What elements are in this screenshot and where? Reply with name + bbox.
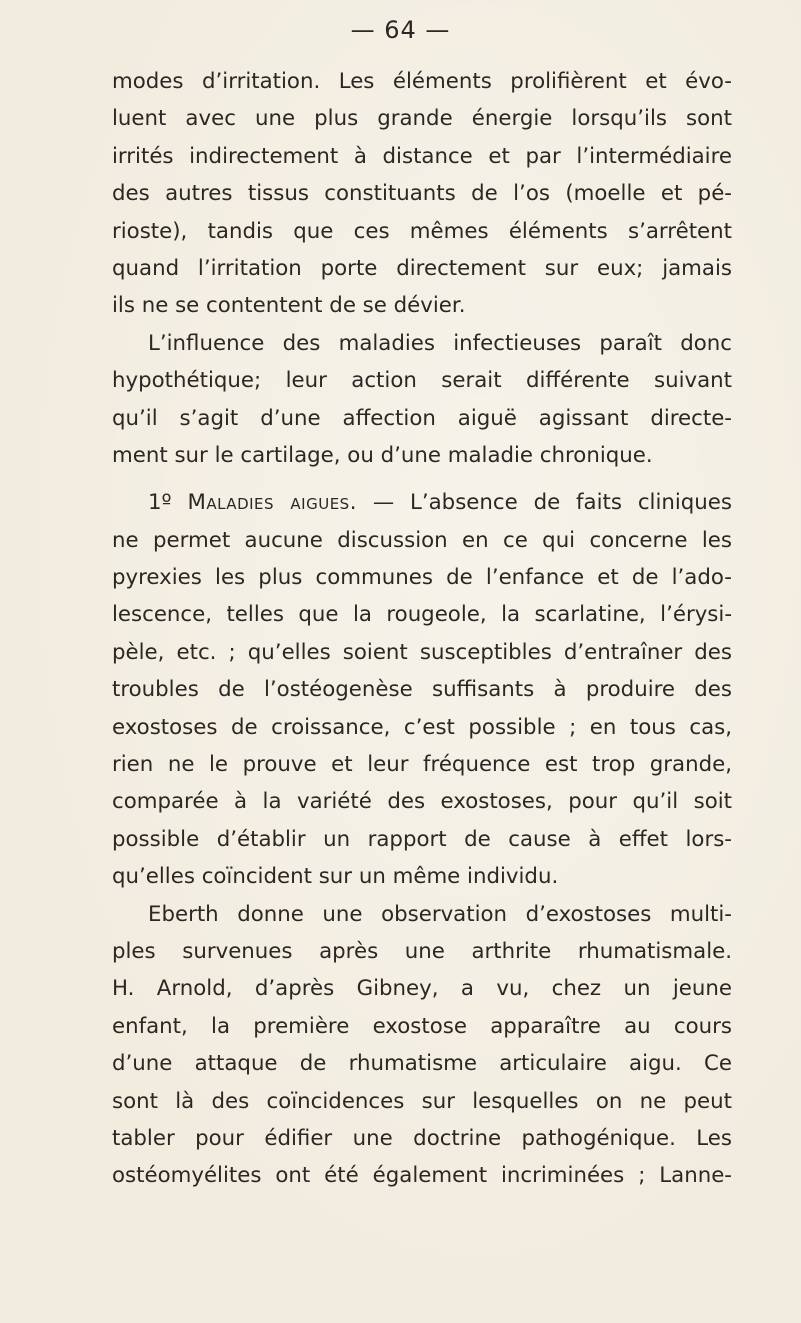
text-line: des autres tissus constituants de l’os (moelle et pé-: [112, 181, 732, 207]
text-line: ils ne se contentent de se dévier.: [112, 293, 466, 319]
paragraph-3: [112, 484, 732, 895]
text-line: pèle, etc. ; qu’elles soient susceptibles d’entraîner des: [112, 639, 732, 665]
paragraph-4: [112, 896, 732, 1195]
text-line: ples survenues après une arthrite rhumatismale.: [112, 938, 732, 964]
page-number: — 64 —: [350, 16, 451, 44]
text-line: comparée à la variété des exostoses, pour qu’il soit: [112, 789, 732, 815]
text-line: hypothétique; leur action serait différente suivant: [112, 368, 732, 394]
text-line: irrités indirectement à distance et par l’intermédiaire: [112, 143, 732, 169]
text-line: pyrexies les plus communes de l’enfance et de l’ado-: [112, 565, 732, 591]
text-line: tabler pour édifier une doctrine pathogénique. Les: [112, 1125, 732, 1151]
text-line: d’une attaque de rhumatisme articulaire aigu. Ce: [112, 1051, 732, 1077]
text-line: L’influence des maladies infectieuses paraît donc: [148, 330, 732, 356]
body-text: [112, 63, 732, 1195]
section-gap: [112, 474, 732, 484]
section-heading-line: [112, 484, 732, 521]
text-line: luent avec une plus grande énergie lorsqu’ils sont: [112, 106, 732, 132]
text-line: quand l’irritation porte directement sur eux; jamais: [112, 255, 732, 281]
section-heading: Maladies aigues.: [187, 490, 357, 516]
text-line: troubles de l’ostéogenèse suffisants à produire des: [112, 677, 732, 703]
text-line: lescence, telles que la rougeole, la scarlatine, l’érysi-: [112, 602, 732, 628]
text-line: ne permet aucune discussion en ce qui concerne les: [112, 527, 732, 553]
text-line: ostéomyélites ont été également incriminées ; Lanne-: [112, 1163, 732, 1189]
text-line: H. Arnold, d’après Gibney, a vu, chez un jeune: [112, 976, 732, 1002]
paragraph-1: [112, 63, 732, 325]
paragraph-2: [112, 325, 732, 475]
text-line: rien ne le prouve et leur fréquence est trop grande,: [112, 752, 732, 778]
text-line: modes d’irritation. Les éléments prolifièrent et évo-: [112, 69, 732, 94]
text-line: qu’il s’agit d’une affection aiguë agissant directe-: [112, 405, 732, 431]
text-line: possible d’établir un rapport de cause à effet lors-: [112, 826, 732, 852]
text-line: ment sur le cartilage, ou d’une maladie chronique.: [112, 442, 653, 468]
text-line: Eberth donne une observation d’exostoses multi-: [148, 901, 732, 927]
text-line: sont là des coïncidences sur lesquelles on ne peut: [112, 1088, 732, 1114]
text-line: exostoses de croissance, c’est possible ; en tous cas,: [112, 714, 732, 740]
text-line: rioste), tandis que ces mêmes éléments s’arrêtent: [112, 218, 732, 244]
text-line-fragment: — L’absence de faits cliniques: [356, 490, 732, 516]
text-line: enfant, la première exostose apparaître au cours: [112, 1013, 732, 1039]
text-line: qu’elles coïncident sur un même individu.: [112, 864, 559, 890]
section-number: 1º: [148, 490, 172, 516]
